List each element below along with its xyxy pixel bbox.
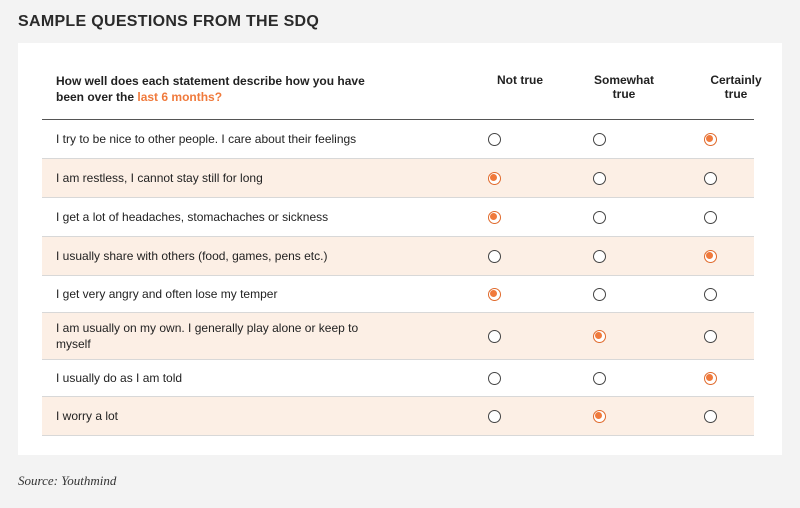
statement-text: I usually share with others (food, games, pens etc.) xyxy=(56,249,328,263)
question-prompt xyxy=(56,73,376,105)
radio-certainly-true[interactable] xyxy=(704,211,717,224)
radio-somewhat-true[interactable] xyxy=(593,410,606,423)
column-header-not-true xyxy=(470,73,570,87)
table-row xyxy=(42,120,754,159)
statement-text: I get a lot of headaches, stomachaches or sickness xyxy=(56,210,329,224)
statement-text: I usually do as I am told xyxy=(56,371,183,385)
table-row xyxy=(42,159,754,198)
radio-not-true[interactable] xyxy=(488,372,501,385)
radio-somewhat-true[interactable] xyxy=(593,250,606,263)
radio-somewhat-true[interactable] xyxy=(593,288,606,301)
radio-certainly-true[interactable] xyxy=(704,250,717,263)
statement-text: I try to be nice to other people. I care about their feelings xyxy=(56,132,357,146)
radio-somewhat-true[interactable] xyxy=(593,372,606,385)
statement-text: I am usually on my own. I generally play alone or keep to myself xyxy=(56,321,359,351)
column-header-line: true xyxy=(612,87,636,101)
radio-somewhat-true[interactable] xyxy=(593,133,606,146)
radio-certainly-true[interactable] xyxy=(704,372,717,385)
radio-somewhat-true[interactable] xyxy=(593,172,606,185)
table-row xyxy=(42,397,754,436)
column-header-somewhat-true xyxy=(574,73,674,101)
table-body xyxy=(42,120,754,436)
statement-text: I am restless, I cannot stay still for long xyxy=(56,171,263,185)
radio-certainly-true[interactable] xyxy=(704,172,717,185)
radio-not-true[interactable] xyxy=(488,250,501,263)
table-row xyxy=(42,360,754,397)
questionnaire-table xyxy=(42,65,762,436)
radio-not-true[interactable] xyxy=(488,288,501,301)
source-caption: Source: Youthmind xyxy=(18,473,117,488)
radio-not-true[interactable] xyxy=(488,133,501,146)
questionnaire-card xyxy=(18,43,782,455)
table-row xyxy=(42,198,754,237)
statement-text: I worry a lot xyxy=(56,409,119,423)
radio-not-true[interactable] xyxy=(488,410,501,423)
question-prefix: How well does each statement describe how you have been over the xyxy=(56,74,365,104)
page-title: SAMPLE QUESTIONS FROM THE SDQ xyxy=(18,13,320,30)
radio-not-true[interactable] xyxy=(488,330,501,343)
table-row xyxy=(42,313,754,360)
column-header-line: true xyxy=(724,87,748,101)
radio-somewhat-true[interactable] xyxy=(593,330,606,343)
column-header-line: Certainly xyxy=(710,73,762,87)
table-row xyxy=(42,276,754,313)
column-header-line: Not true xyxy=(497,73,543,87)
statement-text: I get very angry and often lose my temper xyxy=(56,287,278,301)
table-header xyxy=(42,65,762,120)
radio-certainly-true[interactable] xyxy=(704,330,717,343)
radio-certainly-true[interactable] xyxy=(704,133,717,146)
column-header-line: Somewhat xyxy=(593,73,654,87)
radio-not-true[interactable] xyxy=(488,172,501,185)
radio-certainly-true[interactable] xyxy=(704,288,717,301)
radio-not-true[interactable] xyxy=(488,211,501,224)
radio-somewhat-true[interactable] xyxy=(593,211,606,224)
column-header-certainly-true xyxy=(686,73,786,101)
table-row xyxy=(42,237,754,276)
question-accent: last 6 months? xyxy=(137,90,223,104)
radio-certainly-true[interactable] xyxy=(704,410,717,423)
